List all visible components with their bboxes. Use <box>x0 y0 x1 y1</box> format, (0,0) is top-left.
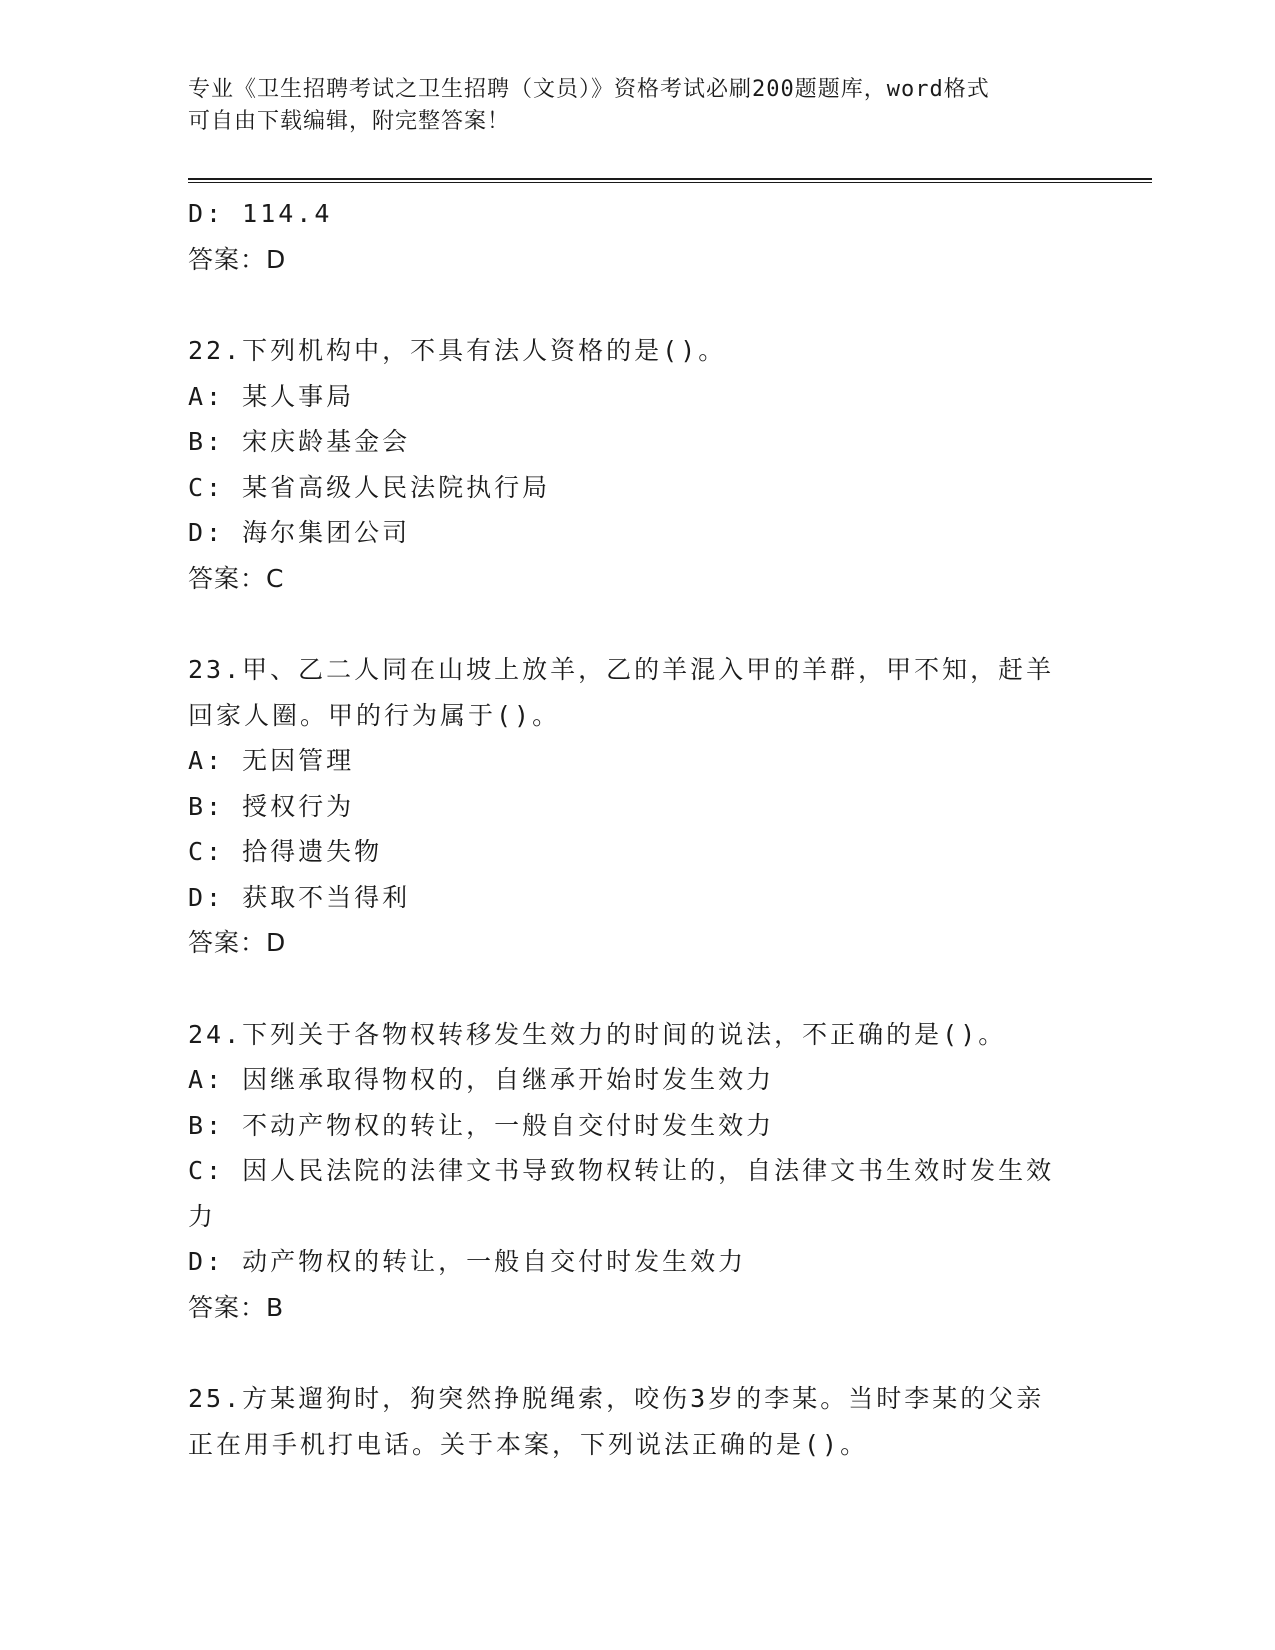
question-stem: 24.下列关于各物权转移发生效力的时间的说法，不正确的是()。 <box>188 1019 1007 1049</box>
spacer <box>188 601 1088 647</box>
question-stem: 22.下列机构中，不具有法人资格的是()。 <box>188 336 727 365</box>
question-24 <box>188 1012 1088 1331</box>
option-b: B: 宋庆龄基金会 <box>188 427 411 456</box>
question-23 <box>188 647 1088 966</box>
option-a: A: 无因管理 <box>188 746 355 775</box>
answer-line: 答案：D <box>188 928 287 957</box>
answer-line: 答案：D <box>188 244 287 274</box>
answer-line: 答案：C <box>188 563 285 593</box>
page-header <box>188 74 1088 138</box>
option-c: C: 某省高级人民法院执行局 <box>188 472 551 502</box>
option-d: D: 动产物权的转让，一般自交付时发生效力 <box>188 1247 747 1276</box>
spacer <box>188 1330 1088 1376</box>
header-divider <box>188 178 1152 183</box>
option-d: D: 114.4 <box>188 199 333 228</box>
option-d: D: 海尔集团公司 <box>188 518 411 547</box>
option-c: C: 拾得遗失物 <box>188 837 383 866</box>
question-stem-line1: 23.甲、乙二人同在山坡上放羊，乙的羊混入甲的羊群，甲不知，赶羊 <box>188 655 1055 684</box>
option-c-line2: 力 <box>188 1201 217 1231</box>
question-list <box>188 191 1088 1467</box>
answer-line: 答案：B <box>188 1292 285 1322</box>
option-d: D: 获取不当得利 <box>188 882 411 912</box>
question-22 <box>188 328 1088 601</box>
question-stem-line2: 回家人圈。甲的行为属于()。 <box>188 700 561 730</box>
header-title-line2: 可自由下载编辑，附完整答案！ <box>188 109 511 134</box>
question-stem-line1: 25.方某遛狗时，狗突然挣脱绳索，咬伤3岁的李某。当时李某的父亲 <box>188 1384 1045 1413</box>
option-b: B: 授权行为 <box>188 791 355 821</box>
option-a: A: 因继承取得物权的，自继承开始时发生效力 <box>188 1065 775 1094</box>
question-stem-line2: 正在用手机打电话。关于本案，下列说法正确的是()。 <box>188 1429 869 1459</box>
header-title-line1: 专业《卫生招聘考试之卫生招聘（文员）》资格考试必刷200题题库，word格式 <box>188 77 990 102</box>
option-c-line1: C: 因人民法院的法律文书导致物权转让的，自法律文书生效时发生效 <box>188 1156 1055 1185</box>
question-25 <box>188 1376 1088 1467</box>
option-a: A: 某人事局 <box>188 381 355 411</box>
spacer <box>188 966 1088 1012</box>
option-b: B: 不动产物权的转让，一般自交付时发生效力 <box>188 1110 775 1140</box>
spacer <box>188 282 1088 328</box>
